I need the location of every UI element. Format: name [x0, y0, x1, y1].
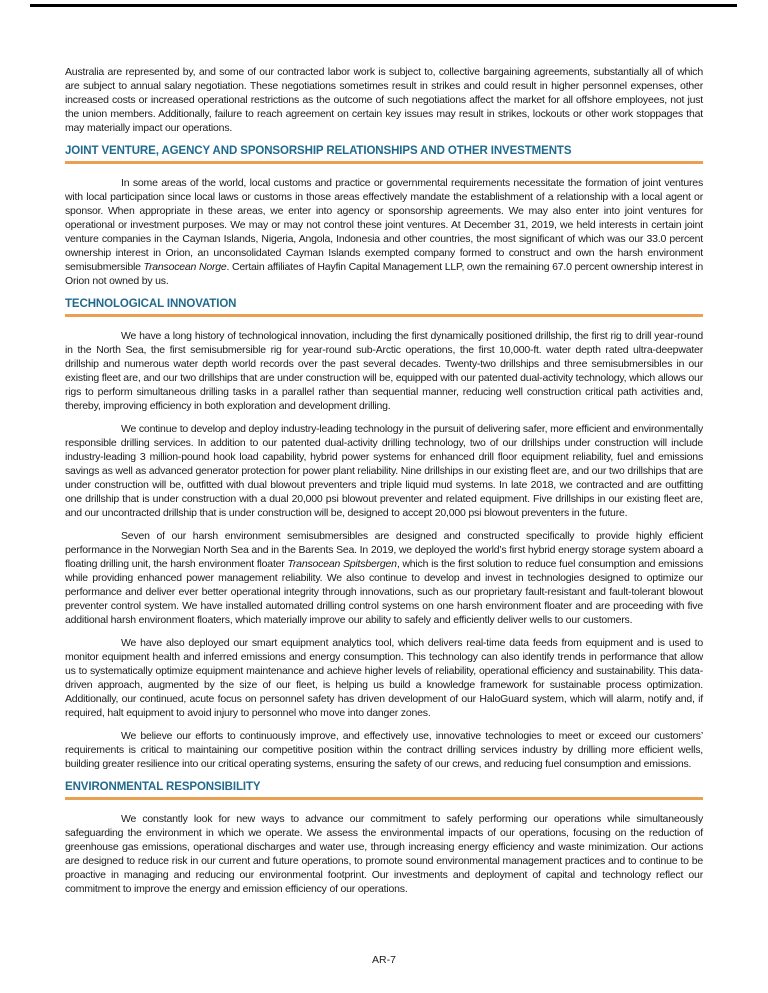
page-content: [65, 65, 703, 905]
heading-underline-rule: [65, 797, 703, 800]
heading-underline-rule: [65, 314, 703, 317]
top-rule: [30, 4, 737, 7]
page-number: AR-7: [372, 954, 396, 966]
paragraph-text: Seven of our harsh environment semisubmersibles are designed and constructed specifically to provide highly efficient performance in the Norwegian North Sea and in the Barents Sea. In 2019, we deployed the world’s first hybrid energy storage system aboard a floating drilling unit, the harsh environment floater: [65, 530, 703, 570]
environment-paragraph: We constantly look for new ways to advance our commitment to safely performing our operations while simultaneously safeguarding the environment in which we operate. We assess the environmental impacts of our operations, focusing on the reduction of greenhouse gas emissions, operational discharges and water use, through increasing energy efficiency and waste minimization. Our actions are designed to reduce risk in our current and future operations, to promote sound environmental management practices and to continue to be proactive in managing and reducing our environmental footprint. Our investments and deployment of capital and technology reflect our commitment to improve the energy and emission efficiency of our operations.: [65, 813, 703, 895]
section-heading-technological-innovation: TECHNOLOGICAL INNOVATION: [65, 298, 237, 310]
technology-paragraph-4: We have also deployed our smart equipment analytics tool, which delivers real-time data feeds from equipment and is used to monitor equipment health and inferred emissions and energy consumption. This technology can also identify trends in performance that allow us to systematically optimize equipment maintenance and achieve higher levels of reliability, operational efficiency and sustainability. This data-driven approach, augmented by the size of our fleet, is helping us build a knowledge framework for sustainable process optimization. Additionally, our continued, acute focus on personnel safety has driven development of our HaloGuard system, which will alarm, notify and, if required, halt equipment to avoid injury to personnel who move into danger zones.: [65, 637, 703, 719]
section-heading-joint-venture: JOINT VENTURE, AGENCY AND SPONSORSHIP RELATIONSHIPS AND OTHER INVESTMENTS: [65, 145, 572, 157]
technology-paragraph-2: We continue to develop and deploy industry-leading technology in the pursuit of delivering safer, more efficient and environmentally responsible drilling services. In addition to our patented dual-activity drilling technology, two of our drillships under construction will include industry-leading 3 million-pound hook load capability, hybrid power systems for enhanced drill floor equipment reliability, fuel and emissions savings as well as advanced generator protection for power plant reliability. Nine drillships in our existing fleet are, and our two drillships that are under construction will be, outfitted with dual blowout preventers and triple liquid mud systems. In late 2018, we contracted and are outfitting one drillship that is under construction with a dual 20,000 psi blowout preventer and related equipment. Five drillships in our existing fleet are, and our uncontracted drillship that is under construction will be, designed to accept 20,000 psi blowout preventers in the future.: [65, 423, 704, 519]
technology-paragraph-5: We believe our efforts to continuously improve, and effectively use, innovative technologies to meet or exceed our customers’ requirements is critical to maintaining our competitive position within the contract drilling services industry by drilling more efficient wells, building greater resilience into our critical operating systems, ensuring the safety of our crews, and reducing fuel consumption and emissions.: [65, 730, 703, 770]
joint-venture-paragraph: [65, 176, 703, 288]
paragraph-text: . Certain affiliates of Hayfin Capital Management LLP, own the remaining 67.0 percent ownership interest in Orion not owned by us.: [65, 261, 703, 287]
vessel-name-italic: Transocean Spitsbergen: [287, 558, 397, 570]
section-heading-environmental-responsibility: ENVIRONMENTAL RESPONSIBILITY: [65, 781, 261, 793]
technology-paragraph-1: We have a long history of technological innovation, including the first dynamically positioned drillship, the first rig to drill year-round in the North Sea, the first semisubmersible rig for year-round sub-Arctic operations, the first 10,000-ft. water depth rated ultra-deepwater drillship and numerous water depth world records over the past several decades. Twenty-two drillships and three semisubmersibles in our existing fleet are, and our two drillships that are under construction will be, equipped with our patented dual-activity technology, which allows our rigs to perform simultaneous drilling tasks in a parallel rather than sequential manner, reducing well construction critical path activities and, thereby, improving efficiency in both exploration and development drilling.: [65, 330, 703, 412]
heading-underline-rule: [65, 161, 703, 164]
technology-paragraph-3: [65, 529, 703, 627]
paragraph-text: , which is the first solution to reduce fuel consumption and emissions while providing enhanced power management reliability. We also continue to develop and invest in technologies designed to optimize our performance and deliver ever better operational integrity through innovations, such as our proprietary fault-resistant and fault-tolerant blowout preventer control system. We have installed automated drilling control systems on one harsh environment floater and are proceeding with five additional harsh environment floaters, which materially improve our ability to safely and efficiently deliver wells to our customers.: [65, 558, 703, 626]
vessel-name-italic: Transocean Norge: [143, 261, 227, 273]
intro-paragraph: Australia are represented by, and some of our contracted labor work is subject to, collective bargaining agreements, substantially all of which are subject to annual salary negotiation. These negotiations sometimes result in strikes and could result in higher personnel expenses, other increased costs or increased operational restrictions as the outcome of such negotiations affect the market for all offshore employees, not just the union members. Additionally, failure to reach agreement on certain key issues may result in strikes, lockouts or other work stoppages that may materially impact our operations.: [65, 66, 703, 134]
paragraph-text: In some areas of the world, local customs and practice or governmental requirements necessitate the formation of joint ventures with local participation since local laws or customs in those areas effectively mandate the establishment of a relationship with a local agent or sponsor. When appropriate in these areas, we enter into agency or sponsorship agreements. We may also enter into joint ventures for operational or investment purposes. We may or may not control these joint ventures. At December 31, 2019, we held interests in certain joint venture companies in the Cayman Islands, Nigeria, Angola, Indonesia and other countries, the most significant of which was our 33.0 percent ownership interest in Orion, an unconsolidated Cayman Islands exempted company formed to construct and own the harsh environment semisubmersible: [65, 177, 703, 273]
